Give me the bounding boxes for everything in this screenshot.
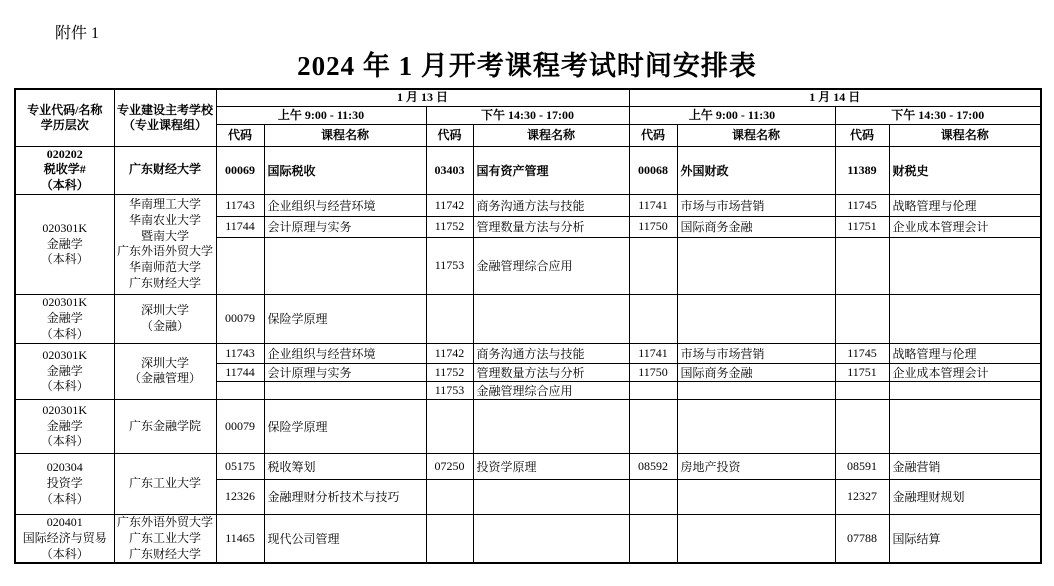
course-code-cell: 11753 [426, 237, 473, 294]
school-cell: 深圳大学 （金融管理） [114, 343, 216, 399]
course-name-cell [677, 381, 835, 399]
course-name-cell: 管理数量方法与分析 [473, 363, 629, 381]
course-code-cell: 07250 [426, 453, 473, 479]
course-name-cell: 市场与市场营销 [677, 343, 835, 363]
course-code-cell [216, 381, 264, 399]
course-name-cell: 企业组织与经营环境 [264, 343, 426, 363]
course-name-cell [473, 514, 629, 563]
course-name-cell: 现代公司管理 [264, 514, 426, 563]
course-name-cell: 金融营销 [889, 453, 1041, 479]
header-session-am14 [629, 106, 835, 124]
course-name-cell [473, 399, 629, 453]
attachment-label: 附件 1 [55, 25, 100, 42]
header-school-line2: （专业课程组） [122, 117, 207, 132]
major-cell: 020401 国际经济与贸易 （本科） [15, 514, 114, 563]
course-name-cell: 国有资产管理 [473, 146, 629, 194]
course-name-cell: 企业成本管理会计 [889, 216, 1041, 237]
course-code-cell [629, 381, 677, 399]
course-code-cell [629, 399, 677, 453]
header-date-jan13: 1 月 13 日 [216, 89, 629, 106]
course-name-cell: 投资学原理 [473, 453, 629, 479]
header-code-am13: 代码 [216, 124, 264, 146]
course-code-cell: 11744 [216, 363, 264, 381]
course-name-cell: 企业成本管理会计 [889, 363, 1041, 381]
course-code-cell [426, 514, 473, 563]
course-name-cell: 管理数量方法与分析 [473, 216, 629, 237]
course-code-cell: 00068 [629, 146, 677, 194]
header-session-am13 [216, 106, 426, 124]
course-code-cell: 11750 [629, 363, 677, 381]
course-name-cell: 税收筹划 [264, 453, 426, 479]
course-name-cell [473, 294, 629, 343]
course-code-cell [835, 237, 889, 294]
header-school-line1: 专业建设主考学校 [116, 102, 213, 117]
major-cell: 020301K 金融学 （本科） [15, 343, 114, 399]
major-cell: 020301K 金融学 （本科） [15, 294, 114, 343]
course-name-cell: 金融理财规划 [889, 479, 1041, 514]
course-code-cell: 05175 [216, 453, 264, 479]
major-cell: 020304 投资学 （本科） [15, 453, 114, 514]
course-code-cell: 08592 [629, 453, 677, 479]
school-cell: 广东金融学院 [114, 399, 216, 453]
course-code-cell: 12327 [835, 479, 889, 514]
course-code-cell [426, 294, 473, 343]
course-name-cell: 金融管理综合应用 [473, 381, 629, 399]
course-code-cell: 11745 [835, 343, 889, 363]
course-name-cell [889, 399, 1041, 453]
course-name-cell: 保险学原理 [264, 399, 426, 453]
table-row [15, 343, 1041, 363]
header-major-line1: 专业代码/名称 [27, 102, 103, 117]
course-code-cell: 11742 [426, 343, 473, 363]
header-course-pm13: 课程名称 [473, 124, 629, 146]
major-cell: 020202 税收学# （本科） [15, 146, 114, 194]
course-code-cell: 11389 [835, 146, 889, 194]
course-code-cell [629, 294, 677, 343]
course-code-cell [835, 294, 889, 343]
header-course-pm14: 课程名称 [889, 124, 1041, 146]
session-time: 14:30 - 17:00 [508, 107, 575, 122]
header-date-jan14: 1 月 14 日 [629, 89, 1041, 106]
course-name-cell: 金融管理综合应用 [473, 237, 629, 294]
course-name-cell [677, 237, 835, 294]
table-row [15, 399, 1041, 453]
school-cell: 广东外语外贸大学 广东工业大学 广东财经大学 [114, 514, 216, 563]
course-name-cell [889, 294, 1041, 343]
course-name-cell: 市场与市场营销 [677, 194, 835, 216]
header-date-row [15, 89, 1041, 106]
course-name-cell: 商务沟通方法与技能 [473, 194, 629, 216]
course-code-cell: 11753 [426, 381, 473, 399]
course-name-cell [677, 514, 835, 563]
course-code-cell: 11752 [426, 216, 473, 237]
course-name-cell: 国际商务金融 [677, 363, 835, 381]
course-code-cell: 03403 [426, 146, 473, 194]
course-name-cell: 财税史 [889, 146, 1041, 194]
course-code-cell: 11750 [629, 216, 677, 237]
school-cell: 华南理工大学 华南农业大学 暨南大学 广东外语外贸大学 华南师范大学 广东财经大学 [114, 194, 216, 294]
course-code-cell [835, 381, 889, 399]
school-cell: 广东工业大学 [114, 453, 216, 514]
course-code-cell: 11743 [216, 343, 264, 363]
header-session-pm13 [426, 106, 629, 124]
course-name-cell: 战略管理与伦理 [889, 194, 1041, 216]
header-code-am14: 代码 [629, 124, 677, 146]
course-code-cell: 07788 [835, 514, 889, 563]
course-name-cell: 商务沟通方法与技能 [473, 343, 629, 363]
session-time: 9:00 - 11:30 [715, 107, 776, 122]
session-label: 上午 [277, 107, 302, 122]
course-code-cell [629, 479, 677, 514]
session-label: 上午 [688, 107, 713, 122]
course-code-cell: 08591 [835, 453, 889, 479]
table-header [15, 89, 1041, 146]
major-cell: 020301K 金融学 （本科） [15, 399, 114, 453]
course-name-cell: 国际结算 [889, 514, 1041, 563]
course-code-cell: 11751 [835, 363, 889, 381]
school-cell: 广东财经大学 [114, 146, 216, 194]
course-name-cell [889, 237, 1041, 294]
course-code-cell: 11752 [426, 363, 473, 381]
course-name-cell: 国际税收 [264, 146, 426, 194]
session-time: 14:30 - 17:00 [918, 107, 985, 122]
header-course-am14: 课程名称 [677, 124, 835, 146]
course-name-cell: 外国财政 [677, 146, 835, 194]
course-code-cell [216, 237, 264, 294]
course-code-cell: 00069 [216, 146, 264, 194]
exam-schedule-table [14, 88, 1042, 564]
course-name-cell [264, 381, 426, 399]
session-label: 下午 [891, 107, 916, 122]
header-code-pm14: 代码 [835, 124, 889, 146]
course-code-cell: 11465 [216, 514, 264, 563]
course-name-cell [264, 237, 426, 294]
session-time: 9:00 - 11:30 [304, 107, 365, 122]
course-name-cell: 金融理财分析技术与技巧 [264, 479, 426, 514]
course-code-cell: 11751 [835, 216, 889, 237]
course-code-cell [629, 514, 677, 563]
course-name-cell: 会计原理与实务 [264, 363, 426, 381]
course-code-cell: 11741 [629, 343, 677, 363]
course-name-cell [677, 399, 835, 453]
header-major [15, 89, 114, 146]
session-label: 下午 [481, 107, 506, 122]
course-name-cell [677, 294, 835, 343]
course-code-cell [835, 399, 889, 453]
course-code-cell: 11741 [629, 194, 677, 216]
header-major-line2: 学历层次 [40, 117, 89, 132]
table-row [15, 514, 1041, 563]
course-name-cell: 国际商务金融 [677, 216, 835, 237]
header-session-pm14 [835, 106, 1041, 124]
schedule-table-body [15, 146, 1041, 563]
course-code-cell [426, 479, 473, 514]
course-code-cell: 00079 [216, 294, 264, 343]
course-code-cell: 11742 [426, 194, 473, 216]
course-name-cell [677, 479, 835, 514]
school-cell: 深圳大学 （金融） [114, 294, 216, 343]
course-code-cell: 11744 [216, 216, 264, 237]
table-row [15, 453, 1041, 479]
course-name-cell: 企业组织与经营环境 [264, 194, 426, 216]
course-code-cell: 11743 [216, 194, 264, 216]
course-name-cell: 房地产投资 [677, 453, 835, 479]
page-title: 2024 年 1 月开考课程考试时间安排表 [297, 51, 757, 81]
course-name-cell: 会计原理与实务 [264, 216, 426, 237]
course-code-cell [629, 237, 677, 294]
table-row [15, 294, 1041, 343]
header-code-pm13: 代码 [426, 124, 473, 146]
header-school [114, 89, 216, 146]
course-code-cell: 11745 [835, 194, 889, 216]
course-name-cell [889, 381, 1041, 399]
course-code-cell: 00079 [216, 399, 264, 453]
course-name-cell: 战略管理与伦理 [889, 343, 1041, 363]
course-name-cell: 保险学原理 [264, 294, 426, 343]
course-code-cell: 12326 [216, 479, 264, 514]
course-name-cell [473, 479, 629, 514]
major-cell: 020301K 金融学 （本科） [15, 194, 114, 294]
table-row [15, 194, 1041, 216]
table-row [15, 146, 1041, 194]
course-code-cell [426, 399, 473, 453]
header-course-am13: 课程名称 [264, 124, 426, 146]
